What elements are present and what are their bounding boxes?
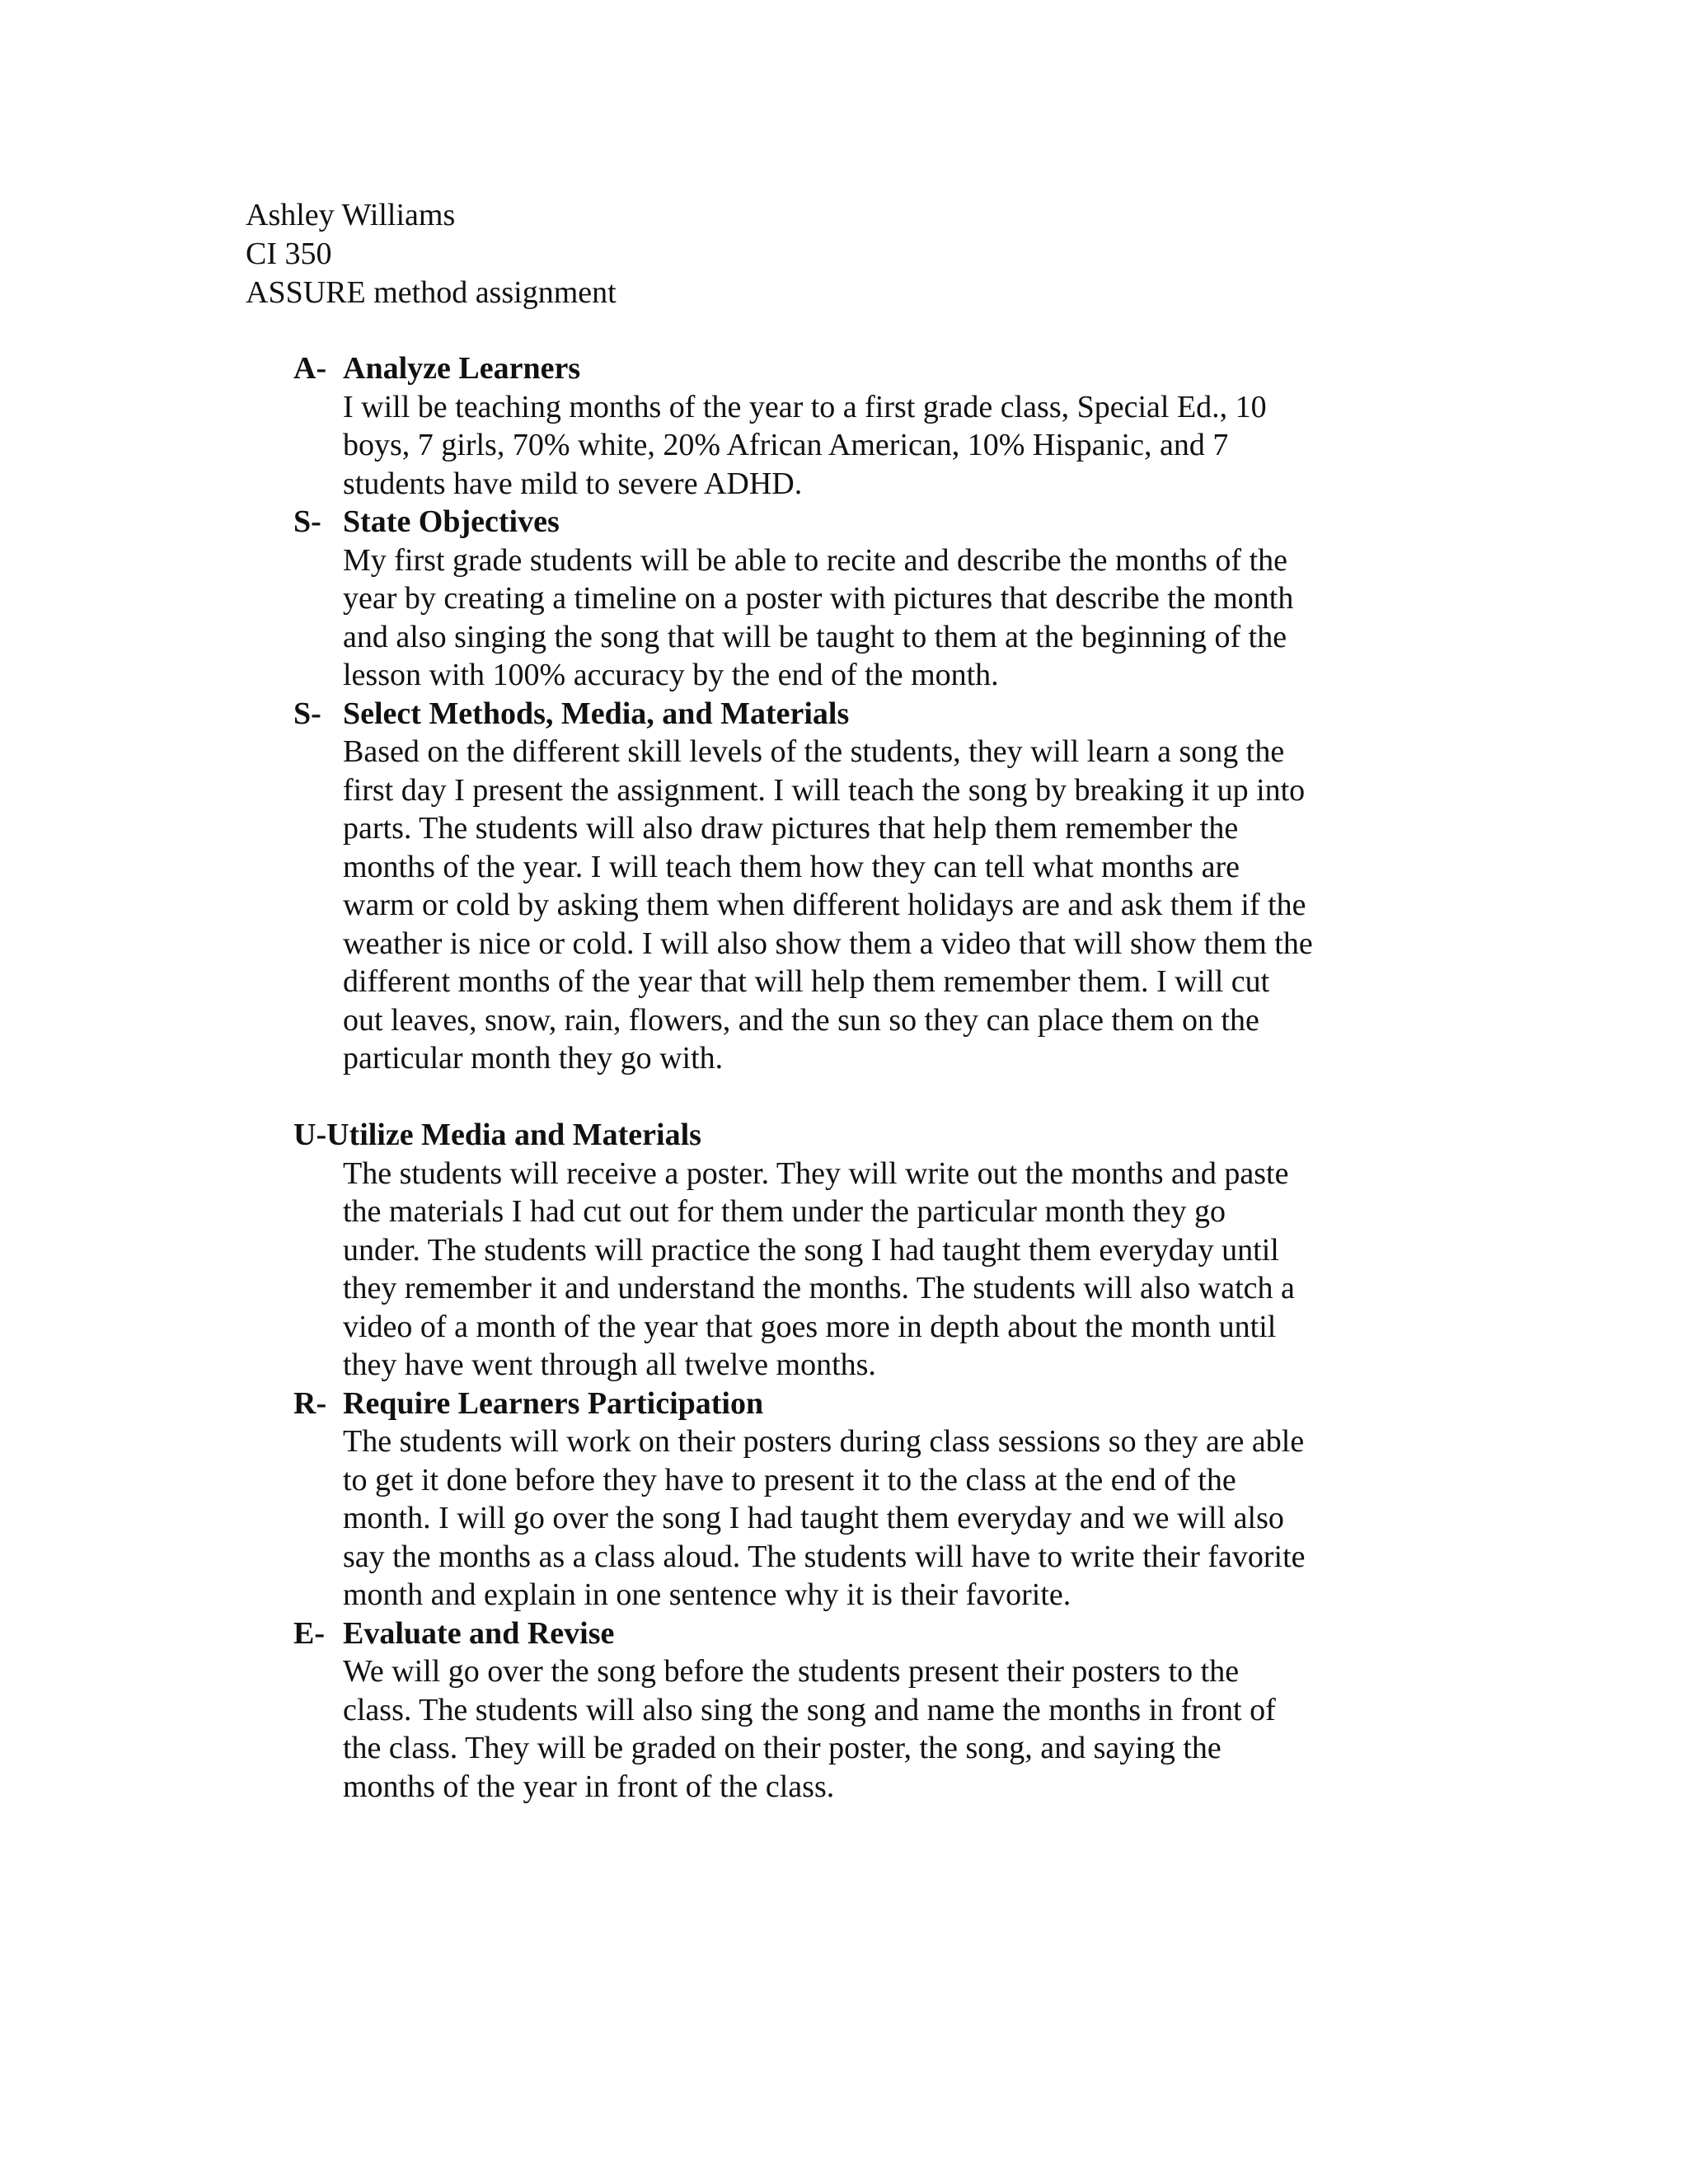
section-title: State Objectives xyxy=(343,504,560,539)
section-body xyxy=(293,1422,1431,1615)
body-line: to get it done before they have to present it to the class at the end of the xyxy=(343,1462,1236,1497)
section-select-methods xyxy=(293,695,1431,1078)
body-line: they remember it and understand the months. The students will also watch a xyxy=(343,1271,1295,1305)
section-title: Evaluate and Revise xyxy=(343,1615,615,1651)
body-line: months of the year. I will teach them how they can tell what months are xyxy=(343,849,1240,884)
body-line: particular month they go with. xyxy=(343,1041,724,1076)
section-utilize-media xyxy=(293,1116,1431,1385)
section-heading xyxy=(293,1385,1431,1423)
body-line: month. I will go over the song I had taught them everyday and we will also xyxy=(343,1501,1284,1535)
body-line: Based on the different skill levels of the students, they will learn a song the xyxy=(343,734,1285,769)
section-state-objectives xyxy=(293,503,1431,695)
body-line: The students will work on their posters during class sessions so they are able xyxy=(343,1424,1305,1459)
body-line: boys, 7 girls, 70% white, 20% African American, 10% Hispanic, and 7 xyxy=(343,428,1229,462)
body-line: different months of the year that will help them remember them. I will cut xyxy=(343,964,1270,999)
body-line: first day I present the assignment. I will teach the song by breaking it up into xyxy=(343,772,1306,808)
body-line: year by creating a timeline on a poster with pictures that describe the month xyxy=(343,581,1294,616)
section-letter: E- xyxy=(293,1615,325,1651)
body-line: warm or cold by asking them when different holidays are and ask them if the xyxy=(343,888,1306,922)
body-line: video of a month of the year that goes more in depth about the month until xyxy=(343,1309,1277,1344)
section-title: U-Utilize Media and Materials xyxy=(293,1118,701,1152)
section-body xyxy=(293,388,1431,504)
body-line: weather is nice or cold. I will also show them a video that will show them the xyxy=(343,926,1313,961)
body-line: months of the year in front of the class. xyxy=(343,1769,835,1804)
section-body xyxy=(293,1155,1431,1385)
body-line: month and explain in one sentence why it is their favorite. xyxy=(343,1577,1071,1612)
section-require-participation xyxy=(293,1385,1431,1615)
section-body xyxy=(293,541,1431,695)
body-line: under. The students will practice the song I had taught them everyday until xyxy=(343,1232,1279,1268)
body-line: students have mild to severe ADHD. xyxy=(343,466,803,501)
document-header xyxy=(246,196,617,312)
course-code: CI 350 xyxy=(246,237,332,271)
section-evaluate-revise xyxy=(293,1615,1431,1807)
section-heading xyxy=(293,695,1431,733)
section-letter: S- xyxy=(293,696,321,731)
section-heading xyxy=(293,503,1431,541)
section-letter: R- xyxy=(293,1385,327,1421)
section-heading xyxy=(293,349,1431,388)
body-line: I will be teaching months of the year to a first grade class, Special Ed., 10 xyxy=(343,389,1267,424)
body-line: lesson with 100% accuracy by the end of the month. xyxy=(343,658,999,692)
body-line: parts. The students will also draw pictures that help them remember the xyxy=(343,811,1239,846)
blank-line xyxy=(293,1078,1431,1117)
section-heading xyxy=(293,1615,1431,1653)
body-line: they have went through all twelve months. xyxy=(343,1347,876,1382)
body-line: My first grade students will be able to recite and describe the months of the xyxy=(343,542,1288,578)
section-letter: S- xyxy=(293,504,321,539)
body-line: class. The students will also sing the song and name the months in front of xyxy=(343,1692,1276,1727)
body-line: and also singing the song that will be taught to them at the beginning of the xyxy=(343,619,1287,654)
section-letter: A- xyxy=(293,351,327,386)
assure-sections xyxy=(293,349,1431,1806)
body-line: out leaves, snow, rain, flowers, and the sun so they can place them on the xyxy=(343,1002,1259,1038)
section-body xyxy=(293,733,1431,1078)
author-name: Ashley Williams xyxy=(246,198,456,232)
section-title: Select Methods, Media, and Materials xyxy=(343,696,850,731)
body-line: the materials I had cut out for them under the particular month they go xyxy=(343,1194,1226,1229)
section-body xyxy=(293,1652,1431,1806)
body-line: We will go over the song before the students present their posters to the xyxy=(343,1654,1240,1689)
body-line: The students will receive a poster. They will write out the months and paste xyxy=(343,1155,1289,1191)
assignment-title: ASSURE method assignment xyxy=(246,275,617,310)
section-title: Require Learners Participation xyxy=(343,1385,764,1421)
body-line: the class. They will be graded on their poster, the song, and saying the xyxy=(343,1731,1221,1765)
body-line: say the months as a class aloud. The students will have to write their favorite xyxy=(343,1539,1306,1574)
section-title: Analyze Learners xyxy=(343,351,581,386)
section-analyze-learners xyxy=(293,349,1431,503)
section-heading xyxy=(293,1116,1431,1155)
